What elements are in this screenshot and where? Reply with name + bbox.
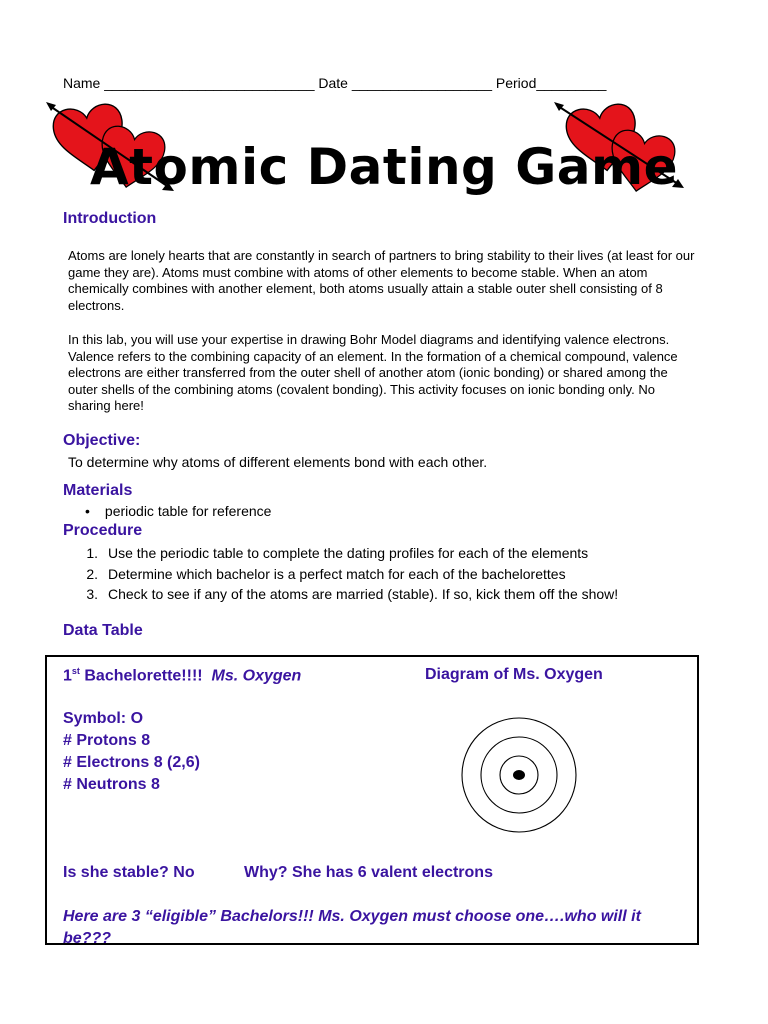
data-table-heading: Data Table bbox=[63, 622, 143, 639]
procedure-heading: Procedure bbox=[63, 522, 143, 539]
neutrons-field: # Neutrons 8 bbox=[63, 776, 160, 793]
date-label: Date bbox=[318, 75, 348, 91]
symbol-field: Symbol: O bbox=[63, 710, 144, 727]
name-label: Name bbox=[63, 75, 101, 91]
bachelorette-title bbox=[63, 666, 301, 685]
name-blank[interactable]: ___________________________ bbox=[104, 75, 315, 91]
bachelorette-suffix: st bbox=[71, 666, 80, 676]
step-number: 3. bbox=[86, 586, 98, 603]
period-label: Period bbox=[495, 75, 537, 91]
protons-field: # Protons 8 bbox=[63, 732, 151, 749]
introduction-paragraph-1: Atoms are lonely hearts that are constantly in search of partners to bring stability to their lives (at least for our game they are). Atoms must combine with atoms of other elements to become stable. When an atom chemically combines with another element, both atoms usually attain a stable outer shell consisting of 8 electrons. bbox=[68, 248, 695, 313]
introduction-heading: Introduction bbox=[63, 210, 157, 227]
bullet: • bbox=[85, 503, 90, 519]
date-blank[interactable]: __________________ bbox=[351, 75, 492, 91]
procedure-step bbox=[63, 584, 618, 605]
bohr-model-diagram bbox=[456, 712, 582, 838]
step-text: Use the periodic table to complete the dating profiles for each of the elements bbox=[108, 545, 589, 562]
stable-why: Why? She has 6 valent electrons bbox=[244, 864, 493, 881]
header-fields bbox=[63, 75, 606, 91]
electrons-field: # Electrons 8 (2,6) bbox=[63, 754, 200, 771]
period-blank[interactable]: _________ bbox=[536, 75, 607, 91]
data-table-box bbox=[45, 655, 699, 945]
procedure-step bbox=[63, 543, 618, 564]
materials-list bbox=[85, 503, 271, 519]
step-text: Check to see if any of the atoms are married (stable). If so, kick them off the show! bbox=[108, 586, 619, 603]
diagram-label: Diagram of Ms. Oxygen bbox=[425, 666, 603, 683]
materials-heading: Materials bbox=[63, 482, 133, 499]
bachelorette-label: Bachelorette!!!! bbox=[84, 667, 203, 685]
procedure-list bbox=[63, 543, 618, 605]
step-text: Determine which bachelor is a perfect match for each of the bachelorettes bbox=[108, 565, 566, 582]
objective-heading: Objective: bbox=[63, 432, 141, 449]
procedure-step bbox=[63, 564, 618, 585]
materials-item: periodic table for reference bbox=[104, 503, 272, 519]
introduction-paragraph-2: In this lab, you will use your expertise in drawing Bohr Model diagrams and identifying valence electrons. Valence refers to the combining capacity of an element. In the formation of a chemical compound, valence electrons are either transferred from the outer shell of another atom (ionic bonding) or shared among the outer shells of the combining atoms (covalent bonding). This activity focuses on ionic bonding only. No sharing here! bbox=[68, 332, 678, 413]
step-number: 1. bbox=[86, 545, 98, 562]
objective-text: To determine why atoms of different elements bond with each other. bbox=[68, 454, 488, 470]
step-number: 2. bbox=[86, 565, 98, 582]
bachelorette-number: 1 bbox=[63, 667, 72, 685]
page-title: Atomic Dating Game bbox=[89, 138, 679, 196]
closing-line-2: be??? bbox=[63, 930, 111, 947]
bachelorette-name: Ms. Oxygen bbox=[211, 667, 302, 685]
stable-question: Is she stable? No bbox=[63, 864, 195, 881]
closing-line-1: Here are 3 “eligible” Bachelors!!! Ms. Oxygen must choose one….who will it bbox=[63, 908, 641, 925]
